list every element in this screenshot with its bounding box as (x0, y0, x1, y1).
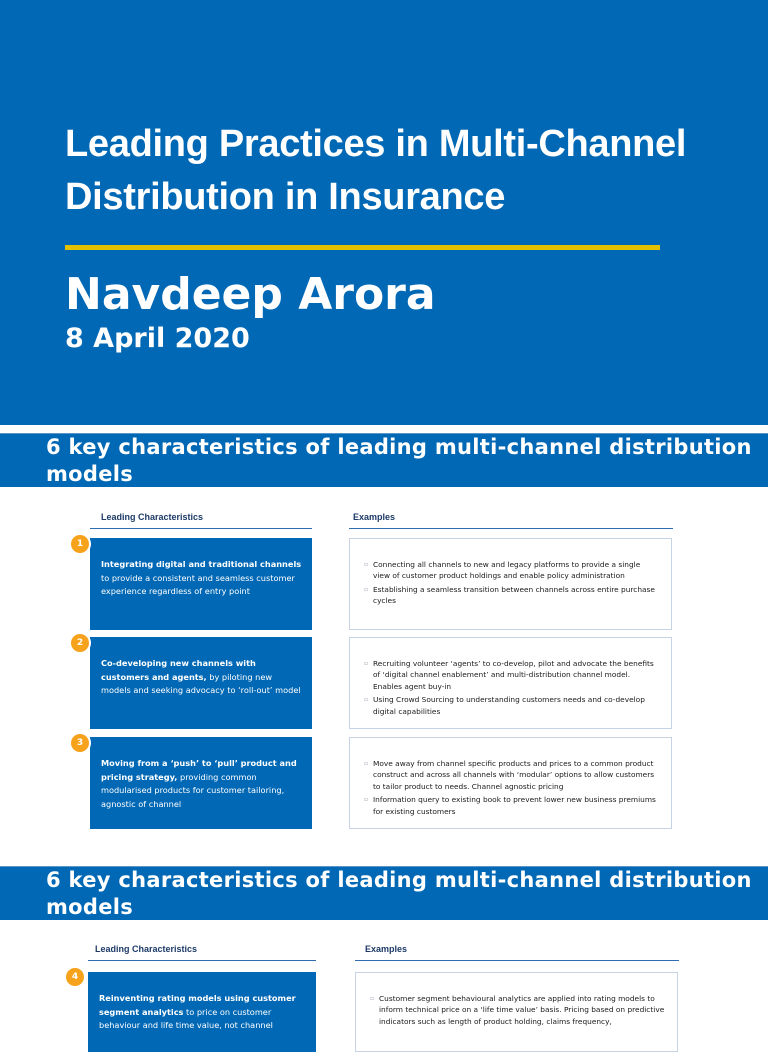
number-badge: 2 (69, 632, 91, 654)
examples-box-3 (349, 737, 672, 829)
left-column-rule (88, 960, 316, 961)
number-badge: 4 (64, 966, 86, 988)
presentation-date: 8 April 2020 (65, 323, 250, 354)
example-item: ▫ Recruiting volunteer ‘agents’ to co-develop, pilot and advocate the benefits of ‘digital channel enablement’ and multi-distribution channel model. Enables agent buy-in (364, 658, 659, 692)
leading-characteristics-header: Leading Characteristics (101, 512, 204, 522)
examples-box-2 (349, 637, 672, 729)
characteristic-card-4 (88, 972, 316, 1052)
number-badge: 1 (69, 533, 91, 555)
author-name: Navdeep Arora (65, 269, 436, 320)
characteristic-title: Moving from a ‘push’ to ‘pull’ product and pricing strategy, (101, 758, 297, 782)
slide-header (0, 866, 768, 920)
left-column-rule (90, 528, 312, 529)
characteristic-description: to price on customer behaviour and life time value, not channel (99, 1006, 273, 1030)
examples-header: Examples (353, 512, 396, 522)
slide-characteristics-1 (0, 433, 768, 832)
examples-list (364, 658, 659, 717)
example-item: ▫ Move away from channel specific products and prices to a common product construct and across all channels with ‘modular’ options to allow customers to tailor product to needs. Channel agnostic pricing (364, 758, 659, 792)
example-item: ▫ Customer segment behavioural analytics are applied into rating models to inform technical price on a ‘life time value’ basis. Pricing based on predictive indicators such as length of product holding, claims frequency, (370, 993, 665, 1027)
examples-list (364, 559, 659, 607)
example-item: ▫ Information query to existing book to prevent lower new business premiums for existing customers (364, 794, 659, 817)
example-item: ▫ Connecting all channels to new and legacy platforms to provide a single view of customer product holdings and enable policy administration (364, 559, 659, 582)
right-column-rule (355, 960, 679, 961)
characteristic-title: Co-developing new channels with customers and agents, (101, 658, 256, 682)
characteristic-title: Integrating digital and traditional channels (101, 559, 302, 569)
examples-list (364, 758, 659, 817)
characteristic-description: providing common modularised products for customer tailoring, agnostic of channel (101, 771, 285, 809)
examples-box-1 (349, 538, 672, 630)
number-badge: 3 (69, 732, 91, 754)
slide-heading: 6 key characteristics of leading multi-channel distribution models (46, 435, 752, 486)
slide-heading: 6 key characteristics of leading multi-channel distribution models (46, 868, 752, 919)
examples-list (370, 993, 665, 1027)
characteristic-card-3 (90, 737, 312, 829)
examples-box-4 (355, 972, 678, 1052)
presentation-title: Leading Practices in Multi-Channel Distribution in Insurance (65, 123, 687, 218)
slide-characteristics-2 (0, 866, 768, 1030)
characteristic-card-1 (90, 538, 312, 630)
right-column-rule (349, 528, 673, 529)
characteristic-title: Reinventing rating models using customer segment analytics (99, 993, 296, 1017)
characteristic-description: to provide a consistent and seamless customer experience regardless of entry point (101, 572, 295, 596)
examples-header: Examples (365, 944, 408, 954)
characteristic-card-2 (90, 637, 312, 729)
title-divider (65, 245, 660, 250)
example-item: ▫ Using Crowd Sourcing to understanding customers needs and co-develop digital capabilities (364, 694, 659, 717)
slide-header (0, 433, 768, 487)
example-item: ▫ Establishing a seamless transition between channels across entire purchase cycles (364, 584, 659, 607)
characteristic-description: by piloting new models and seeking advocacy to ‘roll-out’ model (101, 671, 301, 695)
leading-characteristics-header: Leading Characteristics (95, 944, 198, 954)
title-slide (0, 0, 768, 425)
